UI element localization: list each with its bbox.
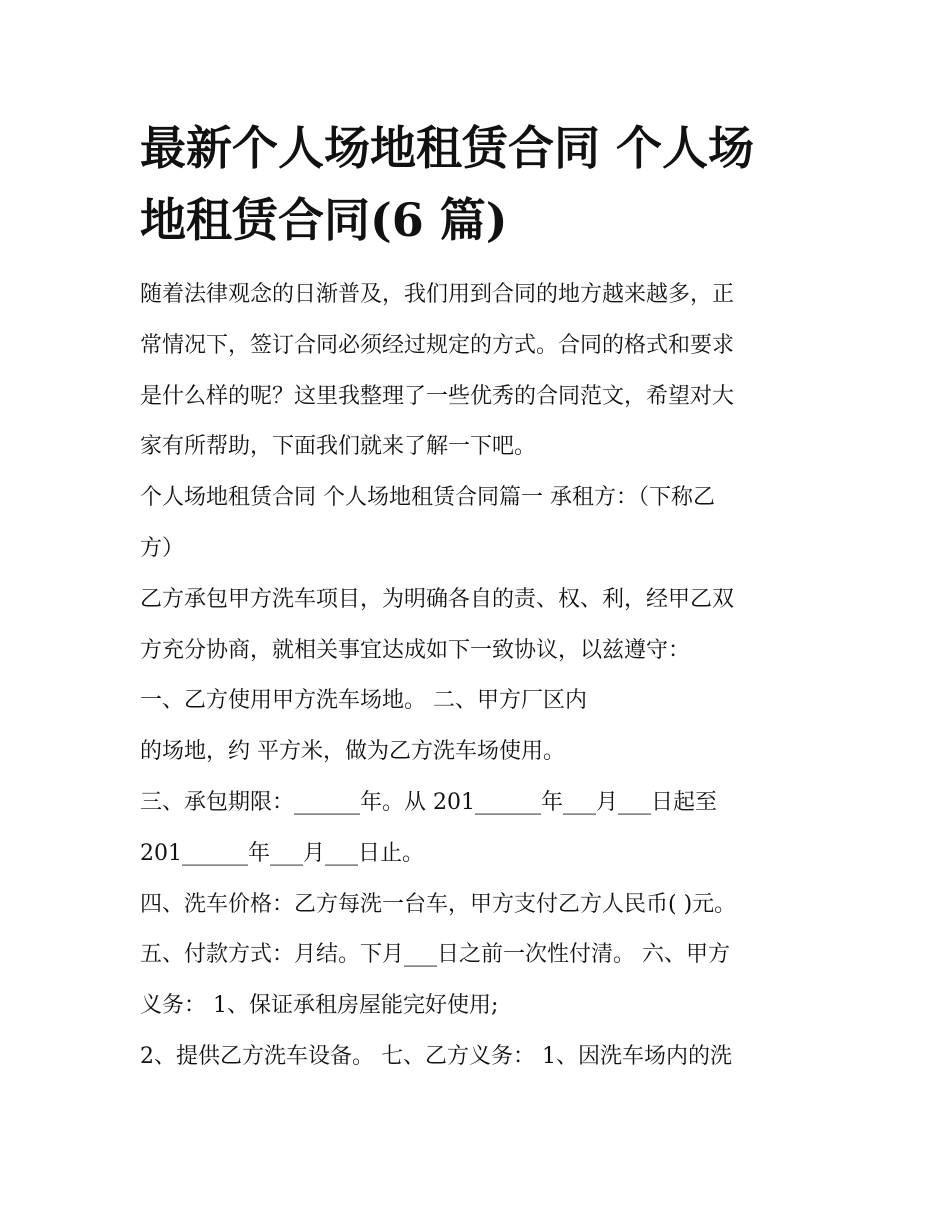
body-line: 一、乙方使用甲方洗车场地。 二、甲方厂区内 bbox=[140, 688, 587, 714]
document-page bbox=[140, 112, 820, 1083]
body-line: 的场地，约 平方米，做为乙方洗车场使用。 bbox=[140, 739, 565, 765]
body-line: 三、承包期限：______年。从 201______年___月___日起至 bbox=[140, 789, 717, 815]
body-line: 义务： 1、保证承租房屋能完好使用; bbox=[140, 993, 499, 1019]
body-line: 方） bbox=[140, 535, 185, 561]
body-line: 五、付款方式：月结。下月___日之前一次性付清。 六、甲方 bbox=[140, 942, 730, 968]
body-line: 乙方承包甲方洗车项目，为明确各自的责、权、利，经甲乙双 bbox=[140, 586, 735, 612]
body-line: 个人场地租赁合同 个人场地租赁合同篇一 承租方：（下称乙 bbox=[140, 485, 715, 511]
document-title bbox=[140, 112, 820, 256]
body-line: 方充分协商，就相关事宜达成如下一致协议，以兹遵守： bbox=[140, 637, 691, 663]
title-line: 地租赁合同(6 篇) bbox=[140, 193, 508, 247]
title-line: 最新个人场地租赁合同 个人场 bbox=[140, 121, 755, 175]
body-line: 2、提供乙方洗车设备。 七、乙方义务： 1、因洗车场内的洗 bbox=[140, 1043, 732, 1069]
body-line: 是什么样的呢？这里我整理了一些优秀的合同范文，希望对大 bbox=[140, 383, 735, 409]
body-line: 家有所帮助，下面我们就来了解一下吧。 bbox=[140, 434, 537, 460]
document-body bbox=[140, 270, 820, 1083]
body-line: 常情况下，签订合同必须经过规定的方式。合同的格式和要求 bbox=[140, 332, 735, 358]
body-line: 随着法律观念的日渐普及，我们用到合同的地方越来越多，正 bbox=[140, 282, 735, 307]
body-line: 201______年___月___日止。 bbox=[140, 840, 424, 866]
body-line: 四、洗车价格：乙方每洗一台车，甲方支付乙方人民币( )元。 bbox=[140, 891, 737, 917]
